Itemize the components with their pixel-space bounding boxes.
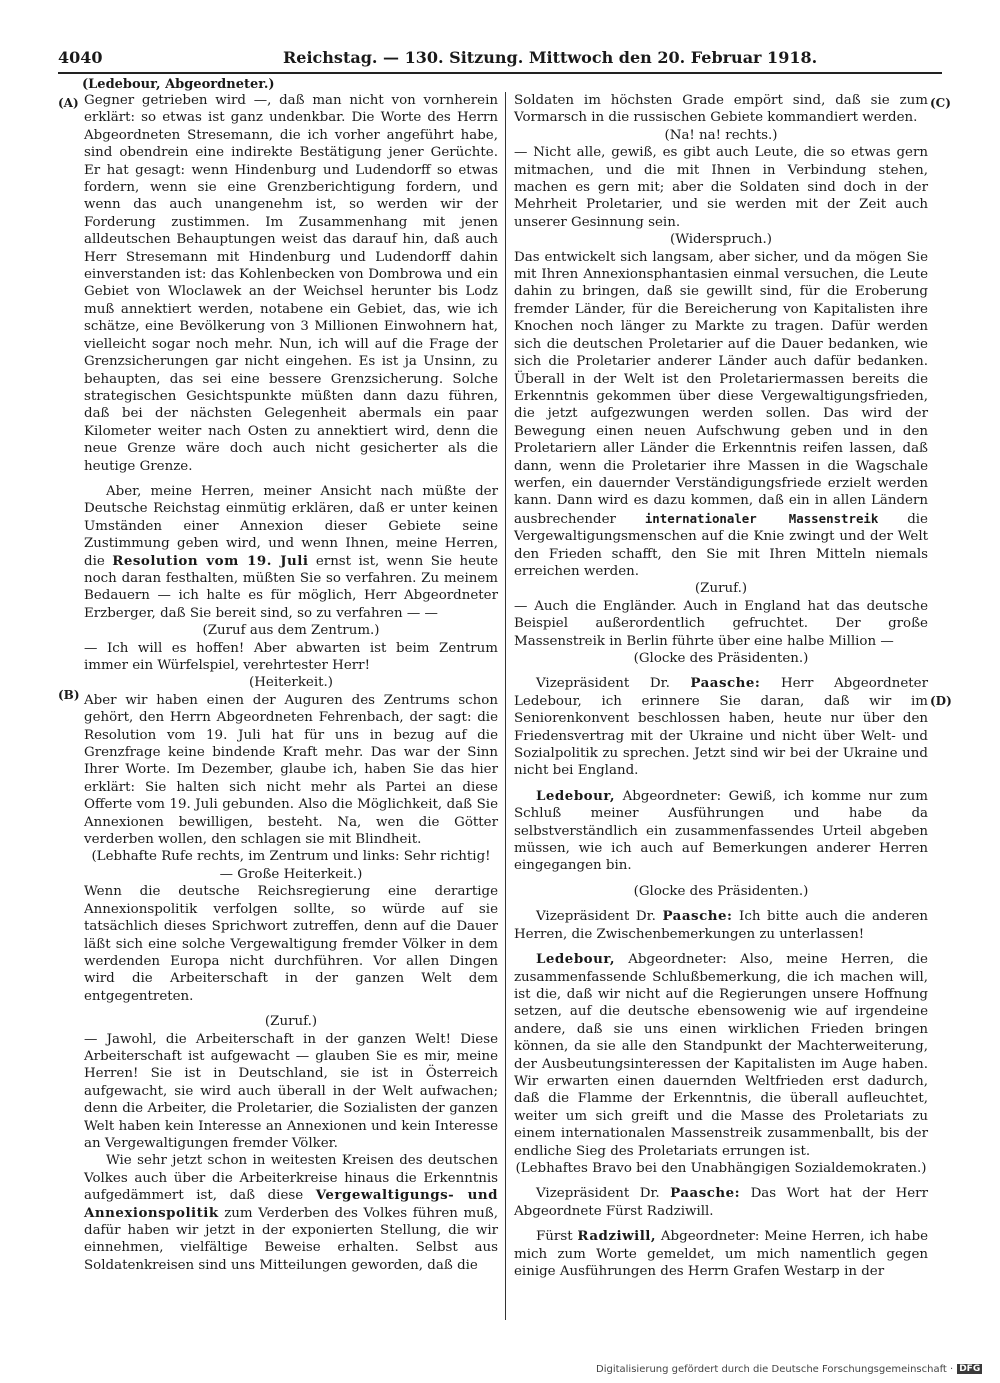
text-run: Wie sehr jetzt schon in weitesten Kreisen des deutschen Volkes auch über die Arbeiterkreise hinaus die Erkenntnis aufgedämmert ist, daß diese <box>84 1153 498 1204</box>
text-run: Herr Abgeordneter Ledebour, ich erinnere Sie daran, daß wir im Seniorenkonvent beschlossen haben, heute nur über den Friedensvertrag mit der Ukraine und nicht über Welt- und Sozialpolitik zu sprechen. Jetzt sind wir bei der Ukraine und nicht bei England. <box>514 676 928 779</box>
speaker-running-head: (Ledebour, Abgeordneter.) <box>82 77 275 92</box>
margin-marker-b: (B) <box>58 688 80 702</box>
paragraph <box>514 249 928 581</box>
emphasis-massenstreik: internationaler Massenstreik <box>644 510 879 526</box>
speech-radziwill <box>514 1228 928 1280</box>
digitization-footer <box>596 1364 981 1380</box>
paragraph <box>84 1152 498 1274</box>
text-run: Vizepräsident Dr. <box>536 676 691 692</box>
margin-marker-d: (D) <box>930 694 952 708</box>
text-run: Fürst <box>536 1229 578 1245</box>
speaker-name: Ledebour, <box>536 951 616 968</box>
interjection: (Lebhafte Rufe rechts, im Zentrum und links: Sehr richtig! — Große Heiterkeit.) <box>91 849 491 882</box>
speaker-name: Ledebour, <box>536 787 616 804</box>
footer-text: Digitalisierung gefördert durch die Deutsche Forschungsgemeinschaft · <box>596 1364 954 1375</box>
header-rule <box>58 72 942 74</box>
paragraph: Wenn die deutsche Reichsregierung eine derartige Annexionspolitik verfolgen sollte, so würde auf sie tatsächlich dieses Sprichwort zutreffen, denn auf die Dauer läßt sich eine solche Vergewaltigung fremder Völker in dem werdenden Europa nicht durchführen. Vor allen Dingen wird die Arbeiterschaft in der ganzen Welt dem entgegentreten. <box>84 884 498 1004</box>
paragraph: — Ich will es hoffen! Aber abwarten ist beim Zentrum immer ein Würfelspiel, verehrtester Herr! <box>84 640 498 673</box>
margin-marker-a: (A) <box>58 96 79 110</box>
text-run: Abgeordneter: Gewiß, ich komme nur zum Schluß meiner Ausführungen und habe da selbstverständlich ein zusammenfassendes Urteil abgeben müssen, wie ich auch auf Bemerkungen anderer Herren eingegangen bin. <box>514 788 928 874</box>
text-run: Ich bitte auch die anderen Herren, die Zwischenbemerkungen zu unterlassen! <box>514 909 928 942</box>
header-title: Reichstag. — 130. Sitzung. Mittwoch den 20. Februar 1918. <box>283 48 818 67</box>
paragraph: Soldaten im höchsten Grade empört sind, daß sie zum Vormarsch in die russischen Gebiete kommandiert werden. <box>514 93 928 126</box>
interjection: (Heiterkeit.) <box>249 675 333 691</box>
interjection: (Na! na! rechts.) <box>664 127 778 143</box>
paragraph: — Auch die Engländer. Auch in England hat das deutsche Beispiel außerordentlich gefruchtet. Der große Massenstreik in Berlin führte über eine halbe Million — <box>514 598 928 649</box>
text-run: Abgeordneter: Meine Herren, ich habe mich zum Worte gemeldet, um mich namentlich gegen einige Ausführungen des Herrn Grafen Westarp in der <box>514 1229 928 1279</box>
text-run: die Vergewaltigungsmenschen auf die Knie zwingt und der Welt den Frieden schafft, den Sie mit Ihren Mitteln niemals erreichen werden. <box>514 511 928 579</box>
paragraph: — Jawohl, die Arbeiterschaft in der ganzen Welt! Diese Arbeiterschaft ist aufgewacht — glauben Sie es mir, meine Herren! Sie ist in Deutschland, sie ist in Österreich aufgewacht, sie wird auch überall in der Welt aufwachen; denn die Arbeiter, die Proletarier, die Sozialisten der ganzen Welt haben kein Interesse an Annexionen und kein Interesse an Vergewaltigungen fremder Völker. <box>84 1031 498 1151</box>
speech-ledebour <box>514 951 928 1160</box>
text-run: Vizepräsident Dr. <box>536 1186 671 1202</box>
interjection: (Zuruf.) <box>694 581 748 597</box>
text-run: Aber, meine Herren, meiner Ansicht nach müßte der Deutsche Reichstag einmütig erklären, daß er unter keinen Umständen einer Annexion dieser Gebiete seine Zustimmung geben wird, und wenn Ihnen, meine Herren, die <box>84 483 498 569</box>
text-run: Das entwickelt sich langsam, aber sicher, und da mögen Sie mit Ihren Annexionsphantasien einmal versuchen, die Leute dahin zu bringen, daß sie gewillt sind, für die Eroberung fremder Länder, für die Bereicherung von Kapitalisten ihre Knochen noch länger zu Markte zu tragen. Dafür werden sich die deutschen Proletarier auf die Dauer bedanken, wie sich die Proletarier anderer Länder auch dafür bedanken. Überall in der Welt ist den Proletariermassen bereits die Erkenntnis gekommen über diese Vergewaltigungsfrieden, die jetzt aufgezwungen werden sollen. Das wird der Bewegung einen neuen Aufschwung geben und in den Proletariern aller Länder die Erkenntnis reifen lassen, daß dann, wenn die Proletarier ihre Massen in die Wagschale werfen, ein dauernder Verständigungsfriede erzielt werden kann. Dann wird es dazu kommen, daß ein in allen Ländern ausbrechender <box>514 249 928 527</box>
paragraph: Gegner getrieben wird —, daß man nicht von vornherein erklärt: so etwas ist ganz undenkbar. Die Worte des Herrn Abgeordneten Stresemann, die ich vorher angeführt habe, sind obendrein eine indirekte Bestätigung jener Gerüchte. Er hat gesagt: wenn Hindenburg und Ludendorff so etwas fordern, wenn sie eine Grenzberichtigung fordern, und wenn das auch unangenehm ist, so werden wir der Forderung zustimmen. Im Zusammenhang mit jenen alldeutschen Behauptungen weist das darauf hin, daß auch Herr Stresemann mit Hindenburg und Ludendorff dahin einverstanden ist: das Kohlenbecken von Dombrowa und ein Gebiet von Wloclawek an der Weichsel herunter bis Lodz muß annektiert werden, notabene ein Gebiet, das, wie ich schätze, eine Bevölkerung von 3 Millionen Einwohnern hat, vielleicht sogar noch mehr. Nun, ich will auf die Frage der Grenzsicherungen gar nicht eingehen. Es ist ja Unsinn, zu behaupten, das sei eine bessere Grenzsicherung. Solche strategischen Gesichtspunkte müßten dann dazu führen, daß bei der nächsten Gelegenheit abermals ein paar Kilometer weiter nach Osten zu annektiert wird, denn die neue Grenze wäre doch auch nicht gesicherter als die heutige Grenze. <box>84 93 498 474</box>
paragraph: Aber wir haben einen der Auguren des Zentrums schon gehört, den Herrn Abgeordneten Fehrenbach, der sagt: die Resolution vom 19. Juli hat für uns in bezug auf die Grenzfrage keine bindende Kraft mehr. Das war der Sinn Ihrer Worte. Im Dezember, glaube ich, haben Sie das hier erklärt: Sie halten sich nicht mehr als Partei an diese Offerte vom 19. Juli gebunden. Also die Möglichkeit, daß Sie Annexionen bewilligen, besteht. Na, wen die Götter verderben wollen, den schlagen sie mit Blindheit. <box>84 692 498 848</box>
interjection: (Widerspruch.) <box>669 232 772 248</box>
margin-marker-c: (C) <box>930 96 951 110</box>
emphasis-annexionspolitik: Vergewaltigungs- und Annexionspolitik <box>84 1187 498 1221</box>
text-run: zum Verderben des Volkes führen muß, dafür haben wir jetzt in der exponierten Stellung, die wir einnehmen, vielfältige Beweise erhalten. Selbst aus Soldatenkreisen sind uns Mitteilungen geworden, daß die <box>84 1205 498 1273</box>
interjection: (Zuruf aus dem Zentrum.) <box>202 623 380 639</box>
text-run: Das Wort hat der Herr Abgeordnete Fürst Radziwill. <box>514 1186 928 1219</box>
page-number: 4040 <box>58 48 103 67</box>
paragraph <box>84 483 498 622</box>
speech-paasche <box>514 1185 928 1220</box>
speech-paasche <box>514 675 928 779</box>
interjection: (Glocke des Präsidenten.) <box>633 883 809 899</box>
paragraph: — Nicht alle, gewiß, es gibt auch Leute, die so etwas gern mitmachen, und die mit Ihnen in Verbindung stehen, machen es gern mit; aber die Soldaten sind doch in der Mehrheit Proletarier, und sie werden mit der Zeit auch unserer Gesinnung sein. <box>514 145 928 230</box>
interjection: (Glocke des Präsidenten.) <box>633 651 809 666</box>
interjection: (Zuruf.) <box>264 1014 318 1030</box>
speaker-name: Paasche: <box>662 908 733 925</box>
dfg-logo: DFG <box>959 1364 981 1374</box>
speech-ledebour <box>514 788 928 875</box>
speaker-name: Radziwill, <box>577 1228 657 1245</box>
interjection: (Lebhaftes Bravo bei den Unabhängigen Sozialdemokraten.) <box>515 1160 927 1176</box>
text-run: ernst ist, wenn Sie heute noch daran festhalten, müßten Sie so verfahren. Zu meinem Bedauern — ich halte es für möglich, Herr Abgeordneter Erzberger, daß Sie bereit sind, so zu verfahren — — <box>84 553 498 621</box>
text-run: Vizepräsident Dr. <box>536 909 663 925</box>
text-run: Abgeordneter: Also, meine Herren, die zusammenfassende Schlußbemerkung, die ich machen will, ist die, daß wir nicht auf die Regierungen unsere Hoffnung setzen, auf die deutsche ebensowenig wie auf irgendeine andere, daß sie uns einen wirklichen Frieden bringen können, da sie alle den Standpunkt der Machterweiterung, der Ausbeutungsinteressen der Kapitalisten im Auge haben. Wir erwarten einen dauernden Weltfrieden erst dadurch, daß die Flamme der Erkenntnis, die überall aufleuchtet, weiter um sich greift und die Masse des Proletariats zu einem internationalen Massenstreik zusammenballt, bis der endliche Sieg des Proletariats errungen ist. <box>514 952 928 1159</box>
page-header <box>58 46 942 70</box>
speaker-name: Paasche: <box>670 1185 741 1202</box>
emphasis-resolution: Resolution vom 19. Juli <box>112 552 309 569</box>
left-column <box>84 92 498 1274</box>
right-column <box>514 92 928 1280</box>
speech-paasche <box>514 908 928 943</box>
speaker-name: Paasche: <box>690 675 761 692</box>
column-divider <box>505 92 506 1320</box>
